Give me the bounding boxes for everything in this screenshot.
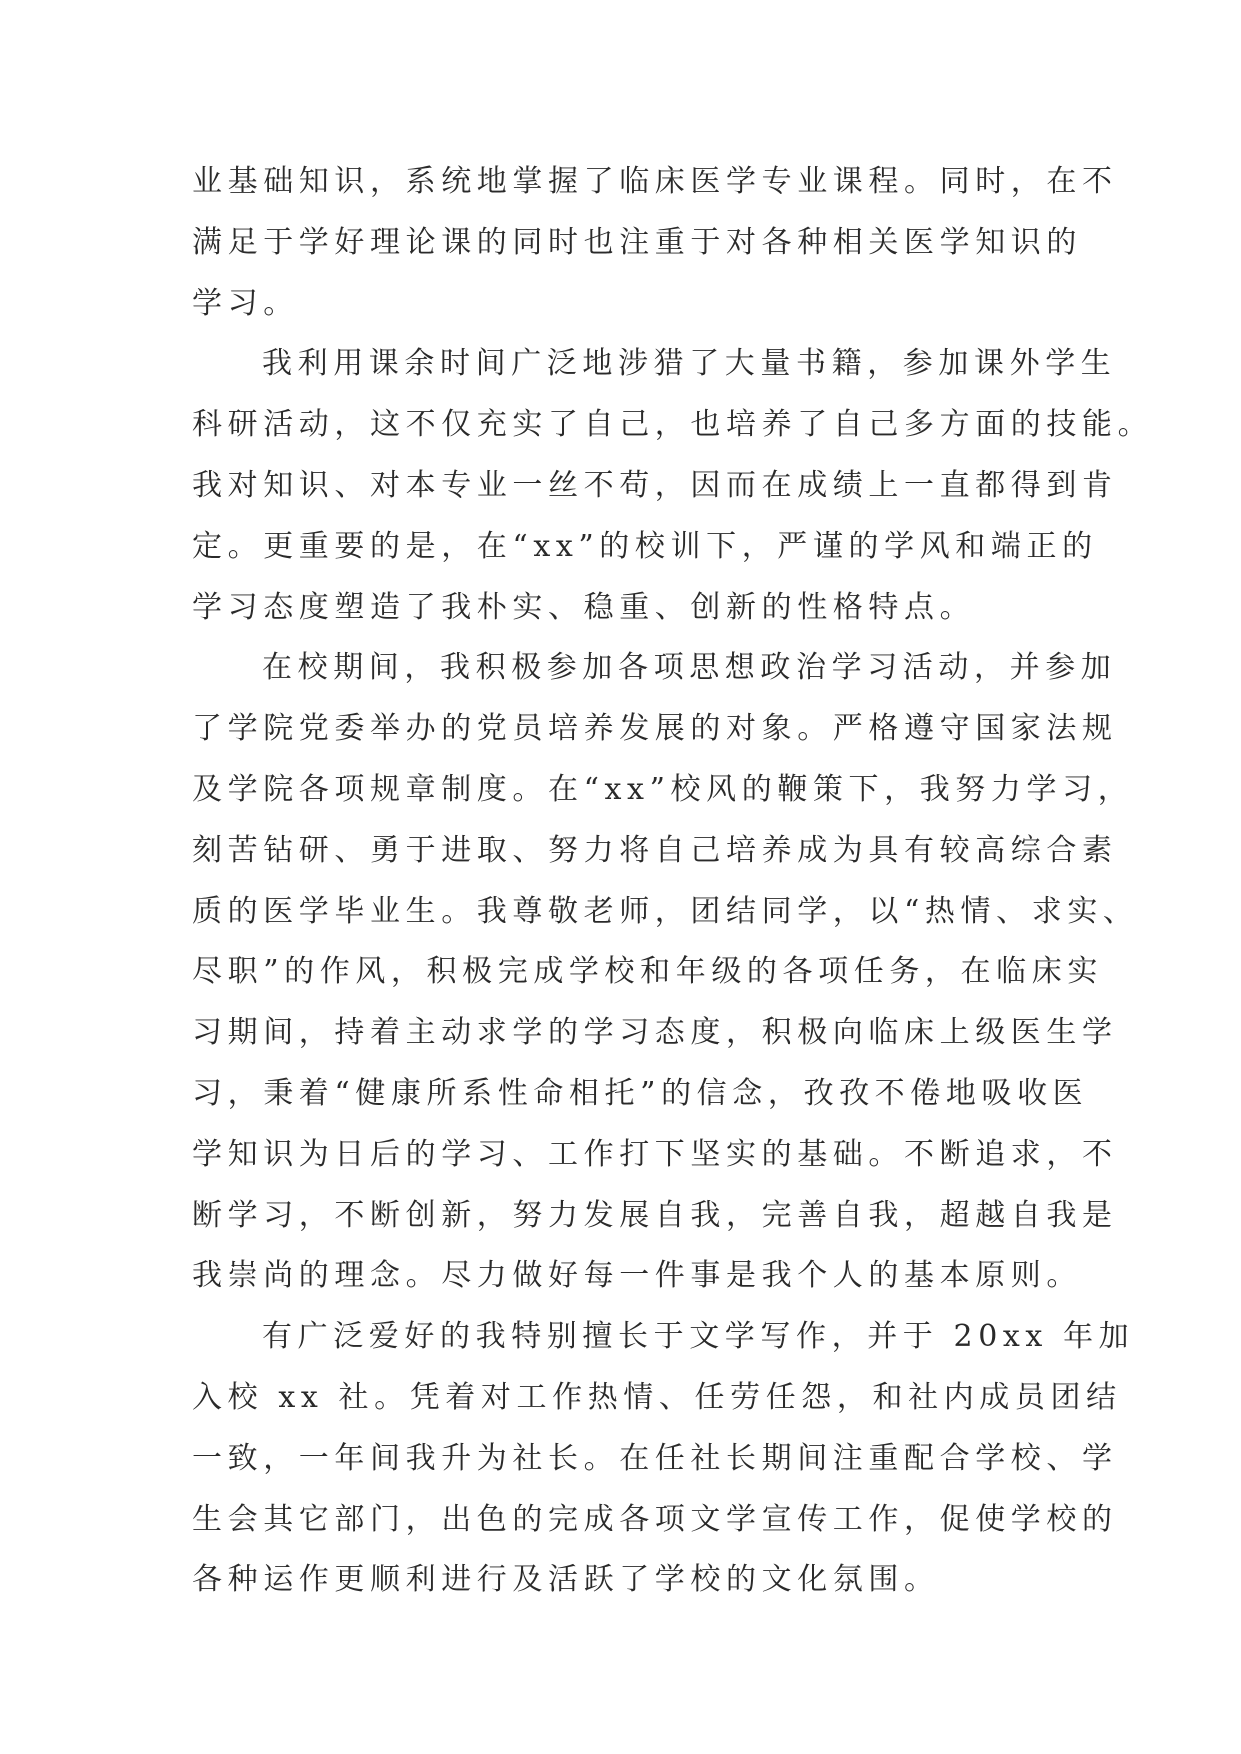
paragraph-line: 学习。 <box>192 285 299 321</box>
paragraph-line: 刻苦钻研、勇于进取、努力将自己培养成为具有较高综合素 <box>192 832 1118 868</box>
paragraph-line: 定。更重要的是，在“xx”的校训下，严谨的学风和端正的 <box>192 528 1098 564</box>
paragraph-line: 质的医学毕业生。我尊敬老师，团结同学，以“热情、求实、 <box>192 893 1139 929</box>
paragraph-line: 及学院各项规章制度。在“xx”校风的鞭策下，我努力学习， <box>192 771 1134 807</box>
paragraph-line: 有广泛爱好的我特别擅长于文学写作，并于 20xx 年加 <box>262 1319 1135 1355</box>
paragraph-line: 断学习，不断创新，努力发展自我，完善自我，超越自我是 <box>192 1197 1118 1233</box>
paragraph-line: 了学院党委举办的党员培养发展的对象。严格遵守国家法规 <box>192 711 1118 747</box>
document-body <box>192 152 1154 1611</box>
paragraph-line: 我崇尚的理念。尽力做好每一件事是我个人的基本原则。 <box>192 1258 1082 1294</box>
paragraph-line: 生会其它部门，出色的完成各项文学宣传工作，促使学校的 <box>192 1501 1118 1537</box>
paragraph-line: 学知识为日后的学习、工作打下坚实的基础。不断追求，不 <box>192 1136 1118 1172</box>
paragraph-line: 在校期间，我积极参加各项思想政治学习活动，并参加 <box>262 650 1117 686</box>
paragraph-line: 业基础知识，系统地掌握了临床医学专业课程。同时，在不 <box>192 164 1118 199</box>
paragraph-line: 满足于学好理论课的同时也注重于对各种相关医学知识的 <box>192 224 1082 260</box>
paragraph-line: 尽职”的作风，积极完成学校和年级的各项任务，在临床实 <box>192 954 1103 990</box>
paragraph-4 <box>192 1307 1135 1611</box>
paragraph-1 <box>192 152 1118 334</box>
paragraph-line: 习期间，持着主动求学的学习态度，积极向临床上级医生学 <box>192 1015 1118 1051</box>
paragraph-line: 我利用课余时间广泛地涉猎了大量书籍，参加课外学生 <box>262 346 1117 382</box>
paragraph-2 <box>192 334 1154 638</box>
paragraph-line: 我对知识、对本专业一丝不苟，因而在成绩上一直都得到肯 <box>192 467 1118 503</box>
paragraph-line: 科研活动，这不仅充实了自己，也培养了自己多方面的技能。 <box>192 407 1154 443</box>
paragraph-3 <box>192 638 1139 1307</box>
paragraph-line: 一致，一年间我升为社长。在任社长期间注重配合学校、学 <box>192 1440 1118 1476</box>
paragraph-line: 习，秉着“健康所系性命相托”的信念，孜孜不倦地吸收医 <box>192 1075 1089 1111</box>
paragraph-line: 学习态度塑造了我朴实、稳重、创新的性格特点。 <box>192 589 976 625</box>
paragraph-line: 各种运作更顺利进行及活跃了学校的文化氛围。 <box>192 1562 940 1598</box>
paragraph-line: 入校 xx 社。凭着对工作热情、任劳任怨，和社内成员团结 <box>192 1379 1122 1415</box>
